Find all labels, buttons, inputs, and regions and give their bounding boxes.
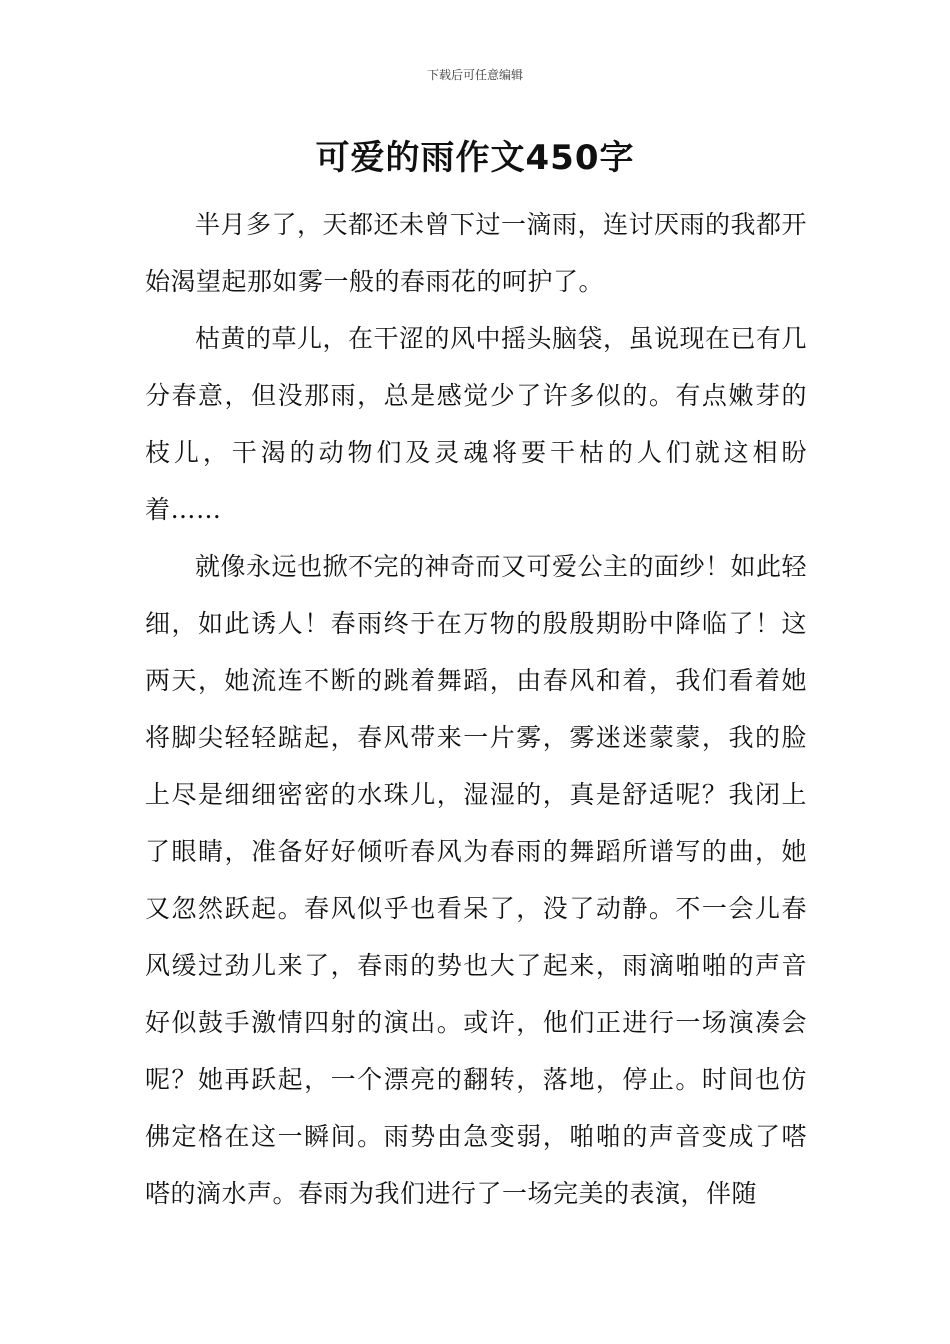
document-title: 可爱的雨作文450字 [315, 138, 635, 178]
paragraph-2: 枯黄的草儿，在干涩的风中摇头脑袋，虽说现在已有几分春意，但没那雨，总是感觉少了许多似的。有点嫩芽的枝儿，干渴的动物们及灵魂将要干枯的人们就这相盼着…… [145, 324, 808, 524]
paragraph-3: 就像永远也掀不完的神奇而又可爱公主的面纱！如此轻细，如此诱人！春雨终于在万物的殷殷期盼中降临了！这两天，她流连不断的跳着舞蹈，由春风和着，我们看着她将脚尖轻轻踮起，春风带来一片雾，雾迷迷蒙蒙，我的脸上尽是细细密密的水珠儿，湿湿的，真是舒适呢？我闭上了眼睛，准备好好倾听春风为春雨的舞蹈所谱写的曲，她又忽然跃起。春风似乎也看呆了，没了动静。不一会儿春风缓过劲儿来了，春雨的势也大了起来，雨滴啪啪的声音好似鼓手激情四射的演出。或许，他们正进行一场演凑会呢？她再跃起，一个漂亮的翻转，落地，停止。时间也仿佛定格在这一瞬间。雨势由急变弱，啪啪的声音变成了嗒嗒的滴水声。春雨为我们进行了一场完美的表演，伴随 [145, 552, 808, 1208]
paragraph-1: 半月多了，天都还未曾下过一滴雨，连讨厌雨的我都开始渴望起那如雾一般的春雨花的呵护了。 [145, 210, 808, 296]
header-note: 下载后可任意编辑 [426, 68, 523, 82]
document-body [145, 196, 807, 1222]
